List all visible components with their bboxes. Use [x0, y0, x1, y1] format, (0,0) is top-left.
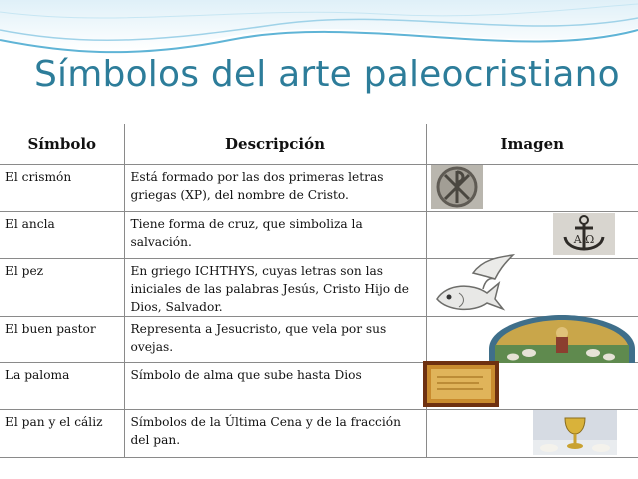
image-cell	[426, 212, 638, 259]
anchor-image	[553, 213, 615, 255]
bread-chalice-image	[533, 410, 617, 455]
image-cell	[426, 259, 638, 317]
image-cell	[426, 317, 638, 363]
symbol-description: Símbolos de la Última Cena y de la fracción del pan.	[124, 410, 426, 458]
symbol-description: Símbolo de alma que sube hasta Dios	[124, 363, 426, 410]
page-title: Símbolos del arte paleocristiano	[34, 54, 620, 95]
table-row	[0, 212, 638, 259]
symbol-description: Tiene forma de cruz, que simboliza la salvación.	[124, 212, 426, 259]
table-header-row	[0, 124, 638, 165]
symbol-name: El buen pastor	[0, 317, 124, 363]
image-cell	[426, 363, 638, 410]
symbol-description: Representa a Jesucristo, que vela por sus ovejas.	[124, 317, 426, 363]
dove-image	[423, 361, 499, 407]
symbols-table	[0, 124, 638, 458]
image-cell	[426, 165, 638, 212]
symbol-name: El crismón	[0, 165, 124, 212]
table-row	[0, 363, 638, 410]
symbol-name: La paloma	[0, 363, 124, 410]
header-description: Descripción	[124, 124, 426, 165]
table-row	[0, 410, 638, 458]
table-row	[0, 259, 638, 317]
symbol-description: En griego ICHTHYS, cuyas letras son las iniciales de las palabras Jesús, Cristo Hijo de Dios, Salvador.	[124, 259, 426, 317]
header-symbol: Símbolo	[0, 124, 124, 165]
table-row	[0, 317, 638, 363]
header-image: Imagen	[426, 124, 638, 165]
good-shepherd-mosaic-image	[489, 315, 635, 363]
image-cell	[426, 410, 638, 458]
symbol-name: El pan y el cáliz	[0, 410, 124, 458]
symbol-name: El pez	[0, 259, 124, 317]
anchor-letters: A Ω	[573, 233, 594, 246]
symbol-name: El ancla	[0, 212, 124, 259]
chi-rho-image	[431, 165, 483, 209]
symbol-description: Está formado por las dos primeras letras griegas (XP), del nombre de Cristo.	[124, 165, 426, 212]
fish-image	[429, 253, 523, 315]
table-row	[0, 165, 638, 212]
